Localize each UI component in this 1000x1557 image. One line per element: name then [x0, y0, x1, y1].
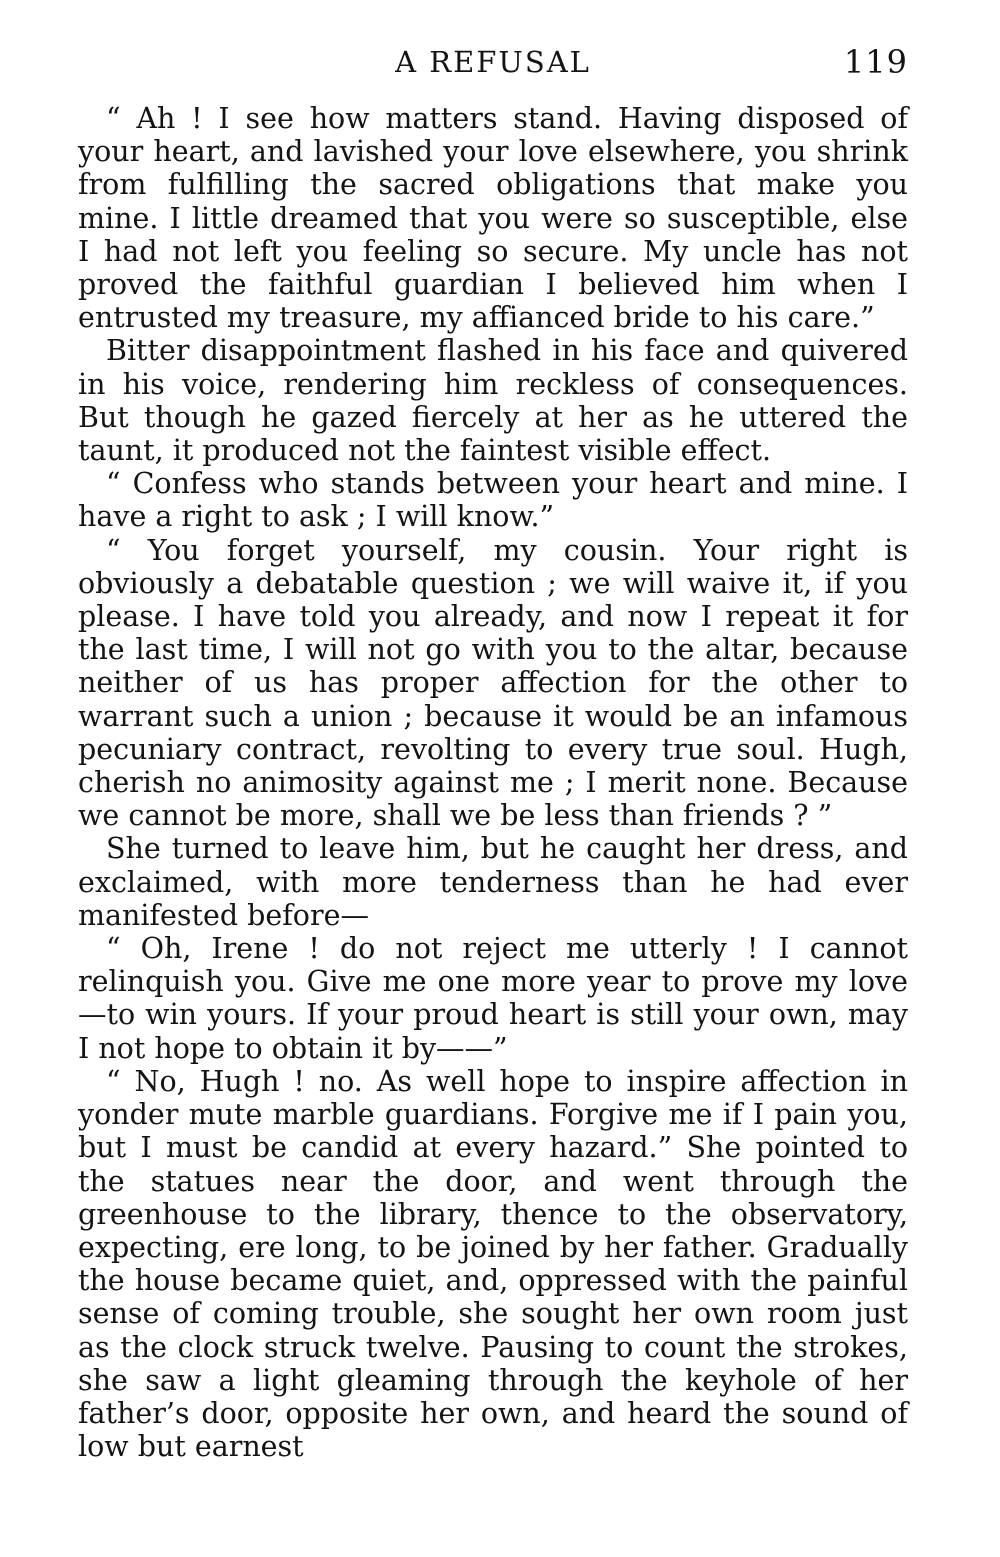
paragraph: Bitter disappointment flashed in his face and quivered in his voice, rendering him reckless of consequences. But though he gazed fiercely at her as he uttered the taunt, it produced not the faintest visible effect.	[78, 334, 908, 468]
paragraph: “ You forget yourself, my cousin. Your right is obviously a debatable question ; we will waive it, if you please. I have told you already, and now I repeat it for the last time, I will not go with you to the altar, because neither of us has proper affection for the other to warrant such a union ; because it would be an infamous pecuniary contract, revolting to every true soul. Hugh, cherish no animosity against me ; I merit none. Because we cannot be more, shall we be less than friends ? ”	[78, 533, 908, 833]
running-title: A REFUSAL	[395, 45, 591, 79]
paragraph: “ No, Hugh ! no. As well hope to inspire affection in yonder mute marble guardians. Forgive me if I pain you, but I must be candid at every hazard.” She pointed to the statues near the door, and went through the greenhouse to the library, thence to the observatory, expecting, ere long, to be joined by her father. Gradually the house became quiet, and, oppressed with the painful sense of coming trouble, she sought her own room just as the clock struck twelve. Pausing to count the strokes, she saw a light gleaming through the keyhole of her father’s door, opposite her own, and heard the sound of low but earnest	[78, 1064, 908, 1464]
paragraph: “ Oh, Irene ! do not reject me utterly ! I cannot relinquish you. Give me one more year to prove my love—to win yours. If your proud heart is still your own, may I not hope to obtain it by——”	[78, 932, 908, 1065]
page-number: 119	[843, 43, 908, 81]
paragraph: She turned to leave him, but he caught her dress, and exclaimed, with more tenderness than he had ever manifested before—	[78, 832, 908, 932]
paragraph: “ Ah ! I see how matters stand. Having disposed of your heart, and lavished your love elsewhere, you shrink from fulfilling the sacred obligations that make you mine. I little dreamed that you were so susceptible, else I had not left you feeling so secure. My uncle has not proved the faithful guardian I believed him when I entrusted my treasure, my affianced bride to his care.”	[78, 102, 908, 335]
running-head	[78, 42, 908, 82]
body-text	[78, 102, 908, 1463]
paragraph: “ Confess who stands between your heart and mine. I have a right to ask ; I will know.”	[78, 467, 908, 534]
